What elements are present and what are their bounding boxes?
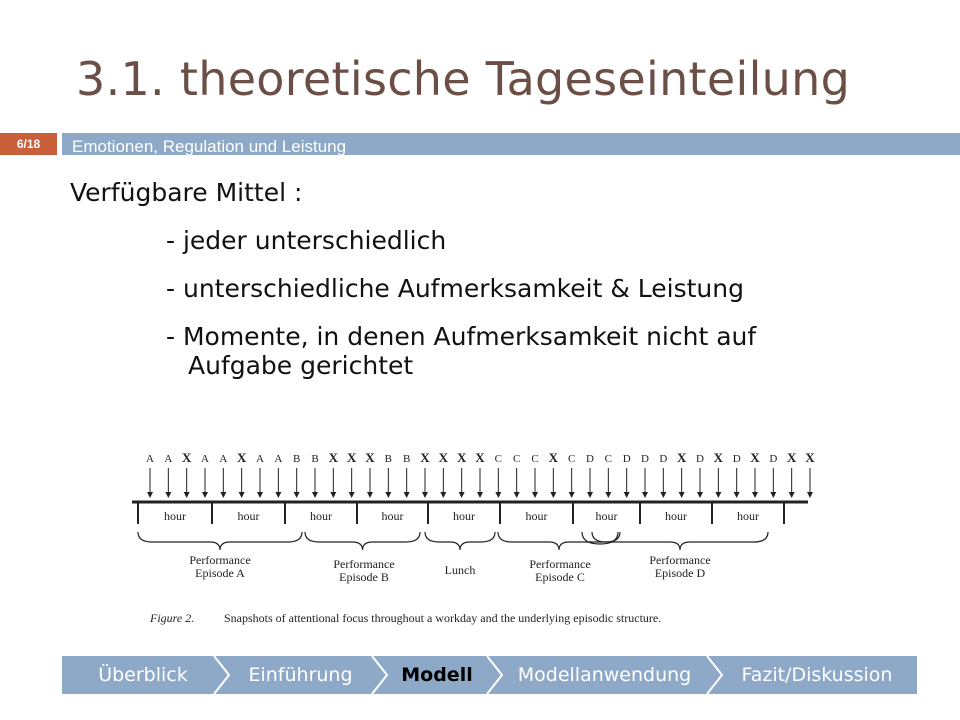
page-number-badge: 6/18 <box>0 133 57 155</box>
focus-letter: X <box>236 450 247 465</box>
arrow-head <box>202 492 208 498</box>
episode-brace <box>592 532 768 550</box>
nav-item-fazit[interactable]: Fazit/Diskussion <box>741 664 893 686</box>
focus-letter: A <box>201 453 209 465</box>
arrow-head <box>770 492 776 498</box>
arrow-head <box>294 492 300 498</box>
focus-letter: C <box>494 453 503 465</box>
episode-brace <box>138 532 302 550</box>
hour-label: hour <box>665 509 687 523</box>
arrow-head <box>642 492 648 498</box>
nav-item-modellanwendung[interactable]: Modellanwendung <box>517 664 692 686</box>
body-heading: Verfügbare Mittel : <box>70 178 303 207</box>
arrow-head <box>349 492 355 498</box>
focus-letter: B <box>402 453 411 465</box>
arrow-head <box>367 492 373 498</box>
focus-letter: C <box>567 453 576 465</box>
arrow-head <box>624 492 630 498</box>
episode-brace <box>425 532 495 550</box>
arrow-head <box>605 492 611 498</box>
hour-label: hour <box>310 509 332 523</box>
arrow-head <box>147 492 153 498</box>
arrow-head <box>312 492 318 498</box>
focus-letter: A <box>274 453 283 465</box>
episode-label: Episode B <box>339 570 389 584</box>
focus-letter: D <box>622 453 631 465</box>
arrow-head <box>495 492 501 498</box>
bullet-item: - jeder unterschiedlich <box>166 226 447 255</box>
hour-label: hour <box>453 509 475 523</box>
focus-letter: B <box>292 453 301 465</box>
episodic-structure-figure <box>120 440 820 635</box>
focus-letter: A <box>219 453 228 465</box>
nav-item-einfuehrung[interactable]: Einführung <box>248 664 353 686</box>
episode-label: Episode C <box>535 570 585 584</box>
hour-label: hour <box>381 509 404 523</box>
episode-label: Performance <box>529 557 591 571</box>
hour-label: hour <box>737 509 759 523</box>
episode-brace <box>498 532 620 550</box>
arrow-head <box>422 492 428 498</box>
focus-letter: X <box>328 450 339 465</box>
focus-letter: A <box>164 453 173 465</box>
arrow-head <box>330 492 336 498</box>
hour-label: hour <box>164 509 186 523</box>
bullet-item: - Momente, in denen Aufmerksamkeit nicht auf <box>166 322 757 351</box>
hour-label: hour <box>237 509 260 523</box>
arrow-head <box>569 492 575 498</box>
arrow-head <box>404 492 410 498</box>
hour-label: hour <box>595 509 618 523</box>
arrow-head <box>184 492 190 498</box>
arrow-head <box>477 492 483 498</box>
arrow-head <box>697 492 703 498</box>
arrow-head <box>440 492 446 498</box>
focus-letter: X <box>475 450 485 465</box>
arrow-head <box>752 492 758 498</box>
progress-navigation <box>62 656 917 694</box>
focus-letter: D <box>769 453 778 465</box>
focus-letter: D <box>586 453 594 465</box>
arrow-head <box>514 492 520 498</box>
focus-letter: D <box>659 453 668 465</box>
focus-letter: C <box>512 453 521 465</box>
focus-letter: A <box>146 453 154 465</box>
nav-item-modell[interactable]: Modell <box>401 664 473 686</box>
focus-letter: X <box>676 450 687 465</box>
figure-caption-label: Figure 2. <box>150 611 195 625</box>
episode-brace <box>305 532 420 550</box>
arrow-head <box>807 492 813 498</box>
arrow-head <box>789 492 795 498</box>
focus-letter: C <box>604 453 613 465</box>
slide-body <box>70 178 930 399</box>
focus-letter: X <box>420 450 430 465</box>
focus-letter: X <box>365 450 375 465</box>
episode-label: Episode D <box>654 566 706 580</box>
slide-title: 3.1. theoretische Tageseinteilung <box>76 52 851 106</box>
focus-letter: X <box>548 450 559 465</box>
episode-label: Episode A <box>195 566 245 580</box>
bullet-item: - unterschiedliche Aufmerksamkeit & Leistung <box>166 274 744 303</box>
focus-letter: X <box>805 450 815 465</box>
figure-caption-text: Snapshots of attentional focus throughout a workday and the underlying episodic structure. <box>224 611 662 625</box>
nav-item-ueberblick[interactable]: Überblick <box>98 664 188 686</box>
arrow-head <box>459 492 465 498</box>
arrow-head <box>679 492 685 498</box>
focus-letter: X <box>181 450 192 465</box>
arrow-head <box>660 492 666 498</box>
focus-letter: D <box>641 453 649 465</box>
arrow-head <box>239 492 245 498</box>
episode-label: Lunch <box>444 563 476 577</box>
arrow-head <box>734 492 740 498</box>
focus-letter: C <box>531 453 539 465</box>
arrow-head <box>385 492 391 498</box>
arrow-head <box>587 492 593 498</box>
figure-diagram <box>120 440 820 635</box>
arrow-head <box>715 492 721 498</box>
focus-letter: D <box>696 453 704 465</box>
focus-letter: B <box>311 453 319 465</box>
bullet-item-continuation: Aufgabe gerichtet <box>188 351 414 380</box>
focus-letter: D <box>732 453 741 465</box>
episode-label: Performance <box>333 557 395 571</box>
focus-letter: X <box>750 450 760 465</box>
focus-letter: X <box>713 450 724 465</box>
episode-label: Performance <box>189 553 251 567</box>
arrow-head <box>532 492 538 498</box>
focus-letter: A <box>256 453 264 465</box>
arrow-head <box>550 492 556 498</box>
focus-letter: X <box>346 450 357 465</box>
arrow-head <box>220 492 226 498</box>
arrow-head <box>257 492 263 498</box>
focus-letter: B <box>384 453 393 465</box>
focus-letter: X <box>438 450 449 465</box>
episode-label: Performance <box>649 553 711 567</box>
focus-letter: X <box>456 450 467 465</box>
focus-letter: X <box>786 450 797 465</box>
section-bar: Emotionen, Regulation und Leistung <box>62 133 960 155</box>
arrow-head <box>275 492 281 498</box>
hour-label: hour <box>525 509 548 523</box>
arrow-head <box>165 492 171 498</box>
